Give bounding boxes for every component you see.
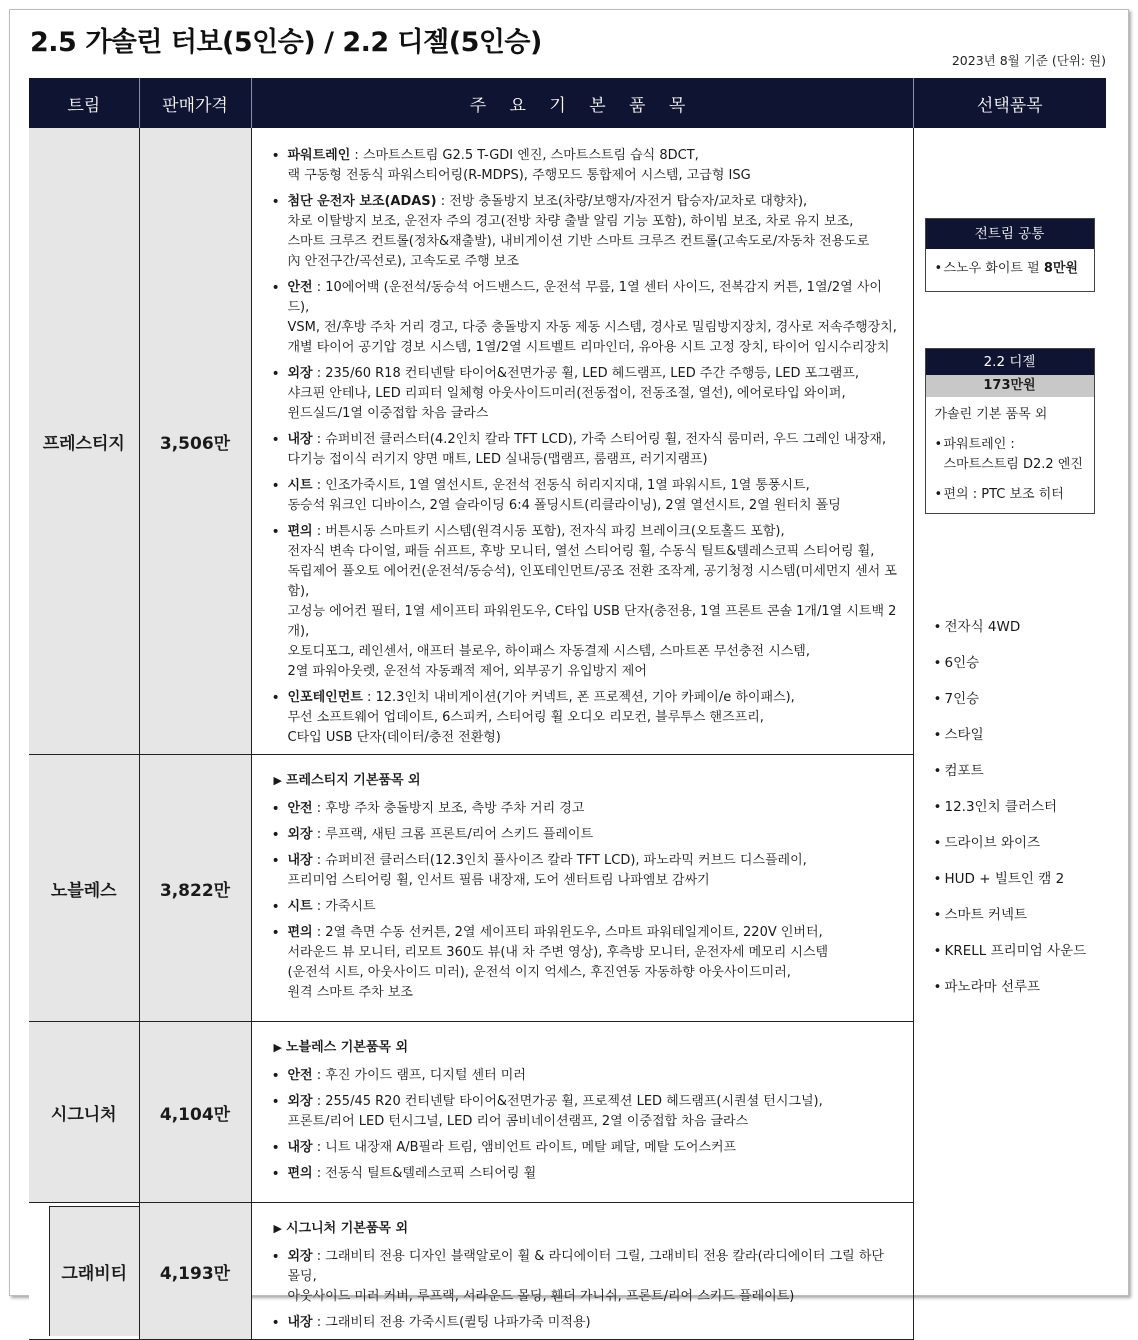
diesel-option-intro: 가솔린 기본 품목 외 [934,407,1048,422]
trim-price: 3,822만 [139,755,251,1022]
header-price: 판매가격 [139,78,251,128]
options-cell [913,128,1106,1340]
item-text-line: 전자식 변속 다이얼, 패들 쉬프트, 후방 모니터, 열선 스티어링 휠, 수동식 틸트&텔레스코픽 스티어링 휠, [287,544,875,559]
common-option-box [925,218,1095,292]
header-options: 선택품목 [913,78,1106,128]
table-row-prestige [29,128,1106,755]
item-text: : 루프랙, 새틴 크롬 프론트/리어 스키드 플레이트 [312,827,594,842]
item-category: 내장 [287,432,313,447]
table-header-row [29,78,1106,128]
item-text: : 인조가죽시트, 1열 열선시트, 운전석 전동식 허리지지대, 1열 파워시트, 1열 통풍시트, [312,478,810,493]
item-text: : 버튼시동 스마트키 시스템(원격시동 포함), 전자식 파킹 브레이크(오토홀드 포함), [312,524,785,539]
item-category: 외장 [287,366,313,381]
list-item [288,799,901,819]
list-item [288,1138,901,1158]
list-item [288,923,901,1003]
price-basis-note: 2023년 8월 기준 (단위: 원) [951,53,1106,68]
item-text-line: 랙 구동형 전동식 파워스티어링(R-MDPS), 주행모드 통합제어 시스템, 고급형 ISG [287,168,751,183]
diesel-option-box [925,348,1095,514]
item-text-line: 서라운드 뷰 모니터, 리모트 360도 뷰(내 차 주변 영상), 후측방 모니터, 운전자세 메모리 시스템 [287,945,829,960]
list-item [288,1164,901,1184]
item-category: 안전 [287,280,313,295]
item-text-line: 원격 스마트 주차 보조 [287,985,413,1000]
header-items: 주 요 기 본 품 목 [251,78,913,128]
header-trim: 트림 [29,78,139,128]
base-items-note: ▶ 프레스티지 기본품목 외 [273,773,421,788]
item-text-line: (운전석 시트, 아웃사이드 미러), 운전석 이지 억세스, 후진연동 자동하향 아웃사이드미러, [287,965,791,980]
trim-items [251,128,913,755]
list-item [288,146,901,186]
item-category: 편의 [287,1166,313,1181]
item-text-line: 프론트/리어 LED 턴시그널, LED 리어 콤비네이션램프, 2열 이중접합 차음 글라스 [287,1114,749,1129]
item-list [252,1066,913,1184]
list-item [288,364,901,424]
item-text-line: 스마트 크루즈 컨트롤(정차&재출발), 내비게이션 기반 스마트 크루즈 컨트롤(고속도로/자동차 전용도로 [287,234,870,249]
item-text: : 2열 측면 수동 선커튼, 2열 세이프티 파워윈도우, 스마트 파워테일게이트, 220V 인버터, [312,925,823,940]
list-item [288,825,901,845]
option-item: • 6인승 [934,654,1087,690]
item-text: : 255/45 R20 컨티넨탈 타이어&전면가공 휠, 프로젝션 LED 헤드램프(시퀀셜 턴시그널), [312,1094,823,1109]
list-item [288,192,901,272]
item-text: : 전방 충돌방지 보조(차량/보행자/자전거 탑승자/교차로 대향차), [436,194,808,209]
common-option-item: • 스노우 화이트 펄 8만원 [935,259,1086,279]
item-category: 내장 [287,1315,313,1330]
trim-name: 시그니처 [29,1022,139,1203]
item-list [252,799,913,1003]
item-text-line: 차로 이탈방지 보조, 운전자 주의 경고(전방 차량 출발 알림 기능 포함), 하이빔 보조, 차로 유지 보조, [287,214,854,229]
trim-name: 노블레스 [29,755,139,1022]
item-text: : 스마트스트림 G2.5 T-GDI 엔진, 스마트스트림 습식 8DCT, [350,148,699,163]
item-text-line: 오토디포그, 레인센서, 애프터 블로우, 하이패스 자동결제 시스템, 스마트폰 무선충전 시스템, [287,644,810,659]
list-item [288,897,901,917]
item-category: 파워트레인 [287,148,351,163]
option-list [934,618,1087,1014]
list-item [288,430,901,470]
item-list [252,146,913,748]
item-text: : 10에어백 (운전석/동승석 어드밴스드, 운전석 무릎, 1열 센터 사이드, 전복감지 커튼, 1열/2열 사이드), [287,280,882,315]
price-table [29,78,1106,1340]
diesel-option-item: • 편의 : PTC 보조 히터 [935,485,1086,505]
option-item: • HUD + 빌트인 캠 2 [934,870,1087,906]
option-item: • 컴포트 [934,762,1087,798]
item-category: 안전 [287,801,313,816]
list-item [288,522,901,682]
option-item: • 파노라마 선루프 [934,978,1087,1014]
item-text-line: 무선 소프트웨어 업데이트, 6스피커, 스티어링 휠 오디오 리모컨, 블루투스 핸즈프리, [287,710,764,725]
option-item: • 스마트 커넥트 [934,906,1087,942]
item-text-line: 2열 파워아웃렛, 운전석 자동쾌적 제어, 외부공기 유입방지 제어 [287,664,647,679]
trim-name: 그래비티 [49,1206,139,1336]
item-text-line: 프리미엄 스티어링 휠, 인서트 필름 내장재, 도어 센터트림 나파엠보 감싸기 [287,873,710,888]
list-item [288,1092,901,1132]
list-item [288,1313,901,1333]
item-category: 외장 [287,1249,313,1264]
list-item [288,476,901,516]
base-items-note: ▶ 노블레스 기본품목 외 [273,1040,409,1055]
option-item: • 전자식 4WD [934,618,1087,654]
option-item: • 7인승 [934,690,1087,726]
diesel-option-item: • 파워트레인 : 스마트스트림 D2.2 엔진 [935,435,1086,475]
item-text: : 그래비티 전용 디자인 블랙알로이 휠 & 라디에이터 그릴, 그래비티 전용 칼라(라디에이터 그릴 하단 몰딩, [287,1249,884,1284]
item-text: : 니트 내장재 A/B필라 트림, 앰비언트 라이트, 메탈 페달, 메탈 도어스커프 [312,1140,737,1155]
trim-price: 4,193만 [139,1203,251,1340]
item-text: : 전동식 틸트&텔레스코픽 스티어링 휠 [312,1166,537,1181]
item-text: : 235/60 R18 컨티넨탈 타이어&전면가공 휠, LED 헤드램프, LED 주간 주행등, LED 포그램프, [312,366,860,381]
base-items-note: ▶ 시그니처 기본품목 외 [273,1221,409,1236]
trim-price: 3,506만 [139,128,251,755]
trim-price: 4,104만 [139,1022,251,1203]
item-text: : 슈퍼비전 클러스터(4.2인치 칼라 TFT LCD), 가죽 스티어링 휠, 전자식 룸미러, 우드 그레인 내장재, [312,432,887,447]
item-text-line: 아웃사이드 미러 커버, 루프랙, 서라운드 몰딩, 휀더 가니쉬, 프론트/리어 스키드 플레이트) [287,1289,795,1304]
list-item [288,688,901,748]
item-text: : 후진 가이드 램프, 디지털 센터 미러 [312,1068,526,1083]
item-category: 편의 [287,925,313,940]
list-item [288,278,901,358]
item-list [252,1247,913,1333]
item-category: 인포테인먼트 [287,690,363,705]
item-text-line: 고성능 에어컨 필터, 1열 세이프티 파워윈도우, C타입 USB 단자(충전용, 1열 프론트 콘솔 1개/1열 시트백 2개), [287,604,897,639]
item-text: : 그래비티 전용 가죽시트(퀼팅 나파가죽 미적용) [312,1315,591,1330]
trim-items [251,755,913,1022]
item-text-line: 동승석 워크인 디바이스, 2열 슬라이딩 6:4 폴딩시트(리클라이닝), 2열 열선시트, 2열 원터치 폴딩 [287,498,841,513]
item-text: : 후방 주차 충돌방지 보조, 측방 주차 거리 경고 [312,801,585,816]
item-text-line: C타입 USB 단자(데이터/충전 전환형) [287,730,501,745]
page-title: 2.5 가솔린 터보(5인승) / 2.2 디젤(5인승) [30,27,542,58]
option-item: • KRELL 프리미엄 사운드 [934,942,1087,978]
list-item [288,851,901,891]
item-text-line: 다기능 접이식 러기지 양면 매트, LED 실내등(맵램프, 룸램프, 러기지램프) [287,452,708,467]
item-category: 시트 [287,899,313,914]
trim-name: 프레스티지 [29,128,139,755]
item-category: 내장 [287,853,313,868]
item-category: 내장 [287,1140,313,1155]
diesel-option-price: 173만원 [926,375,1094,397]
item-text: : 가죽시트 [312,899,376,914]
item-category: 외장 [287,827,313,842]
option-item: • 스타일 [934,726,1087,762]
list-item [288,1247,901,1307]
item-text: : 12.3인치 내비게이션(기아 커넥트, 폰 프로젝션, 기아 카페이/e 하이패스), [362,690,795,705]
item-text-line: 샤크핀 안테나, LED 리피터 일체형 아웃사이드미러(전동접이, 전동조절, 열선), 에어로타입 와이퍼, [287,386,846,401]
item-text: : 슈퍼비전 클러스터(12.3인치 풀사이즈 칼라 TFT LCD), 파노라믹 커브드 디스플레이, [312,853,807,868]
item-category: 안전 [287,1068,313,1083]
item-text-line: 윈드실드/1열 이중접합 차음 글라스 [287,406,489,421]
item-text-line: 독립제어 풀오토 에어컨(운전석/동승석), 인포테인먼트/공조 전환 조작계, 공기청정 시스템(미세먼지 센서 포함), [287,564,897,599]
list-item [288,1066,901,1086]
trim-items [251,1022,913,1203]
item-category: 편의 [287,524,313,539]
common-option-head: 전트림 공통 [926,219,1094,249]
item-text-line: 內 안전구간/곡선로), 고속도로 주행 보조 [287,254,519,269]
item-text-line: 개별 타이어 공기압 경보 시스템, 1열/2열 시트벨트 리마인더, 유아용 시트 고정 장치, 타이어 임시수리장치 [287,340,890,355]
trim-items [251,1203,913,1340]
item-category: 외장 [287,1094,313,1109]
trim-name-cell [29,1203,139,1340]
item-text-line: VSM, 전/후방 주차 거리 경고, 다중 충돌방지 자동 제동 시스템, 경사로 밀림방지장치, 경사로 저속주행장치, [287,320,897,335]
option-item: • 드라이브 와이즈 [934,834,1087,870]
item-category: 시트 [287,478,313,493]
option-item: • 12.3인치 클러스터 [934,798,1087,834]
diesel-option-head: 2.2 디젤 [926,349,1094,375]
item-category: 첨단 운전자 보조(ADAS) [287,194,437,209]
